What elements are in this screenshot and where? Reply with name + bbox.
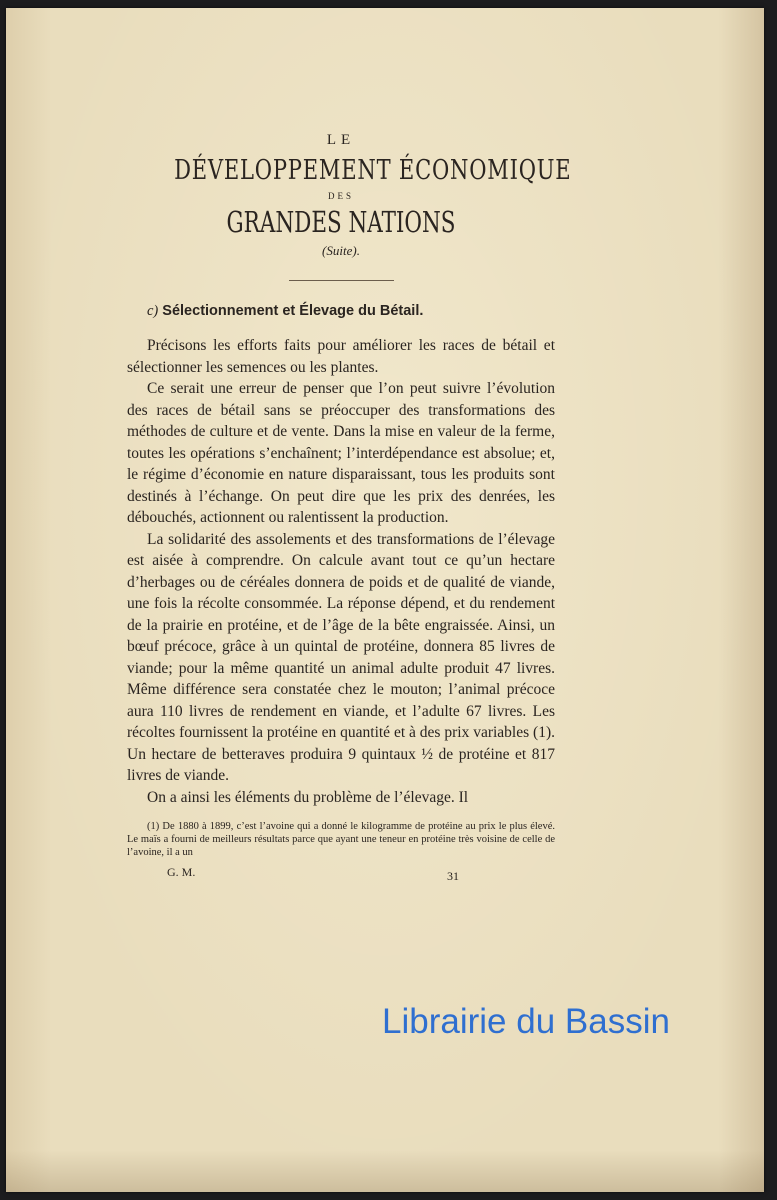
section-title: Sélectionnement et Élevage du Bétail. <box>162 303 424 319</box>
paragraph: La solidarité des assolements et des transformations de l’élevage est aisée à comprendre. On calcule avant tout ce qu’un hectare d’herbages ou de céréales donnera de poids et de qualité de viande, une fois la récolte consommée. La réponse dépend, et du rendement de la prairie en protéine, et de l’âge de la bête engraissée. Ainsi, un bœuf précoce, grâce à un quintal de protéine, donnera 85 livres de viande; pour la même quantité un animal adulte produit 47 livres. Même différence sera constatée chez le mouton; l’animal précoce aura 110 livres de rendement en viande, et l’adulte 67 livres. Les récoltes fournissent la protéine en quantité et à des prix variables (1). Un hectare de betteraves produira 9 quintaux ½ de protéine et 817 livres de viande. <box>127 530 555 784</box>
footnote: (1) De 1880 à 1899, c’est l’avoine qui a donné le kilogramme de protéine au prix le plus élevé. Le maïs a fourni de meilleurs résultats parce que ayant une teneur en protéine très voisine de celle de l’avoine, il a un <box>127 821 555 858</box>
watermark-text: Librairie du Bassin <box>382 1002 670 1041</box>
paragraph: Ce serait une erreur de penser que l’on peut suivre l’évolution des races de bétail sans se préoccuper des transformations des méthodes de culture et de vente. Dans la mise en valeur de la ferme, toutes les opérations s’enchaînent; l’interdépendance est absolue; et, le régime d’économie en nature disparaissant, tous les produits sont destinés à l’échange. On peut dire que les prix des denrées, les débouchés, actionnent ou ralentissent la production. <box>127 380 555 526</box>
page-footer <box>127 865 555 881</box>
section-letter: c) <box>147 303 159 319</box>
page-number: 31 <box>447 869 459 883</box>
paragraph: On a ainsi les éléments du problème de l’élevage. Il <box>147 788 469 806</box>
title-article: LE <box>326 132 356 148</box>
page-content <box>127 130 572 883</box>
title-preposition: DES <box>327 191 354 201</box>
section-heading <box>147 301 555 321</box>
title-divider <box>289 280 394 281</box>
paragraph: Précisons les efforts faits pour améliorer les races de bétail et sélectionner les semences ou les plantes. <box>127 337 555 376</box>
title-subtitle: (Suite). <box>322 243 360 258</box>
body-text <box>127 335 555 808</box>
title-main: DÉVELOPPEMENT ÉCONOMIQUE <box>174 155 572 186</box>
title-nations: GRANDES NATIONS <box>226 205 456 239</box>
page-bottom-shadow <box>6 1150 764 1192</box>
author-initials: G. M. <box>167 865 196 879</box>
